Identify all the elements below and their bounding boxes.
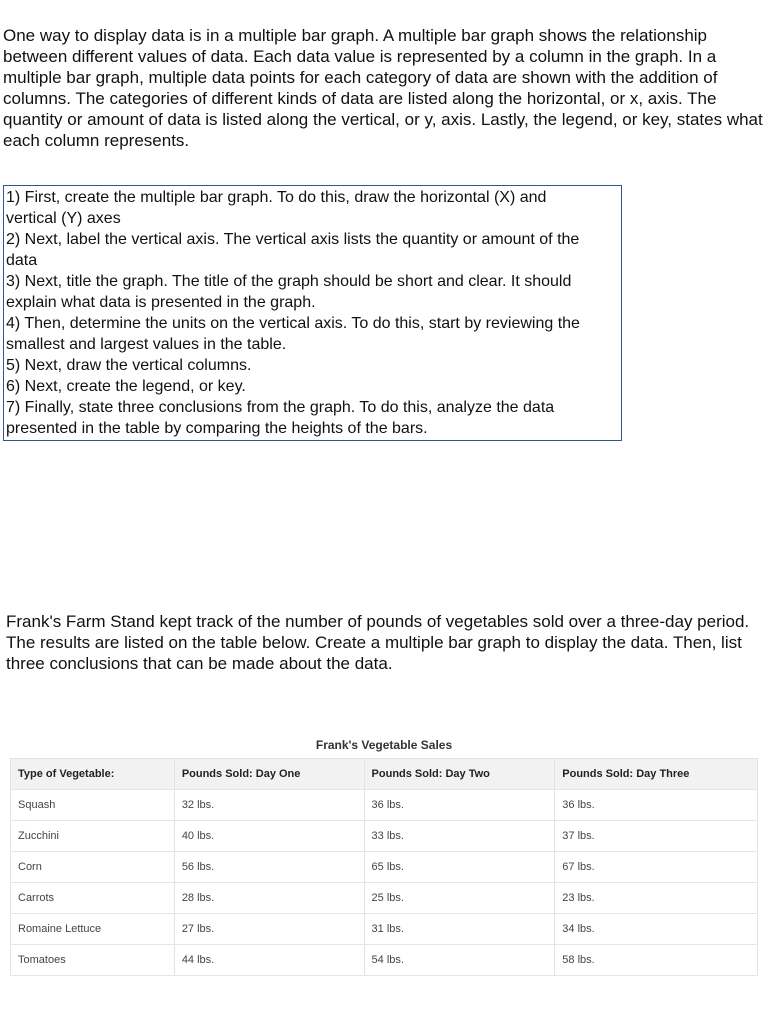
step-item: 2) Next, label the vertical axis. The vertical axis lists the quantity or amount of the data <box>6 231 580 269</box>
step-item: 3) Next, title the graph. The title of the graph should be short and clear. It should explain what data is presented in the graph. <box>6 273 572 311</box>
vegetable-sales-table <box>10 758 758 976</box>
table-cell: 67 lbs. <box>555 852 758 883</box>
table-cell: 44 lbs. <box>174 945 364 976</box>
table-cell: 36 lbs. <box>555 790 758 821</box>
table-cell: 33 lbs. <box>364 821 555 852</box>
table-cell: 36 lbs. <box>364 790 555 821</box>
problem-paragraph: Frank's Farm Stand kept track of the number of pounds of vegetables sold over a three-day period. The results are listed on the table below. Create a multiple bar graph to display the data. Then, list three conclusions that can be made about the data. <box>6 612 750 673</box>
step-item: 7) Finally, state three conclusions from the graph. To do this, analyze the data presented in the table by comparing the heights of the bars. <box>6 399 555 437</box>
table-cell: 40 lbs. <box>174 821 364 852</box>
table-cell: Zucchini <box>11 821 175 852</box>
table-cell: 56 lbs. <box>174 852 364 883</box>
table-cell: 27 lbs. <box>174 914 364 945</box>
column-header: Pounds Sold: Day Three <box>555 759 758 790</box>
table-header-row <box>11 759 758 790</box>
steps-list <box>6 187 621 439</box>
table-cell: 65 lbs. <box>364 852 555 883</box>
column-header: Type of Vegetable: <box>11 759 175 790</box>
table-title: Frank's Vegetable Sales <box>315 738 453 752</box>
table-row <box>11 914 758 945</box>
table-row <box>11 821 758 852</box>
step-item: 5) Next, draw the vertical columns. <box>6 357 252 374</box>
table-cell: 54 lbs. <box>364 945 555 976</box>
table-cell: Carrots <box>11 883 175 914</box>
step-item: 1) First, create the multiple bar graph. To do this, draw the horizontal (X) and vertical (Y) axes <box>6 189 547 227</box>
table-row <box>11 883 758 914</box>
table-cell: 58 lbs. <box>555 945 758 976</box>
table-row <box>11 790 758 821</box>
table-cell: 25 lbs. <box>364 883 555 914</box>
table-cell: Romaine Lettuce <box>11 914 175 945</box>
table-cell: 31 lbs. <box>364 914 555 945</box>
intro-paragraph: One way to display data is in a multiple bar graph. A multiple bar graph shows the relationship between different values of data. Each data value is represented by a column in the graph. In a multiple bar graph, multiple data points for each category of data are shown with the addition of columns. The categories of different kinds of data are listed along the horizontal, or x, axis. The quantity or amount of data is listed along the vertical, or y, axis. Lastly, the legend, or key, states what each column represents. <box>3 26 763 150</box>
step-item: 4) Then, determine the units on the vertical axis. To do this, start by reviewing the smallest and largest values in the table. <box>6 315 580 353</box>
column-header: Pounds Sold: Day One <box>174 759 364 790</box>
table-cell: Squash <box>11 790 175 821</box>
table-cell: 23 lbs. <box>555 883 758 914</box>
steps-box <box>3 185 622 441</box>
column-header: Pounds Sold: Day Two <box>364 759 555 790</box>
table-row <box>11 852 758 883</box>
table-cell: 37 lbs. <box>555 821 758 852</box>
table-cell: 32 lbs. <box>174 790 364 821</box>
step-item: 6) Next, create the legend, or key. <box>6 378 246 395</box>
table-cell: 34 lbs. <box>555 914 758 945</box>
table-cell: Corn <box>11 852 175 883</box>
table-cell: Tomatoes <box>11 945 175 976</box>
table-cell: 28 lbs. <box>174 883 364 914</box>
table-row <box>11 945 758 976</box>
